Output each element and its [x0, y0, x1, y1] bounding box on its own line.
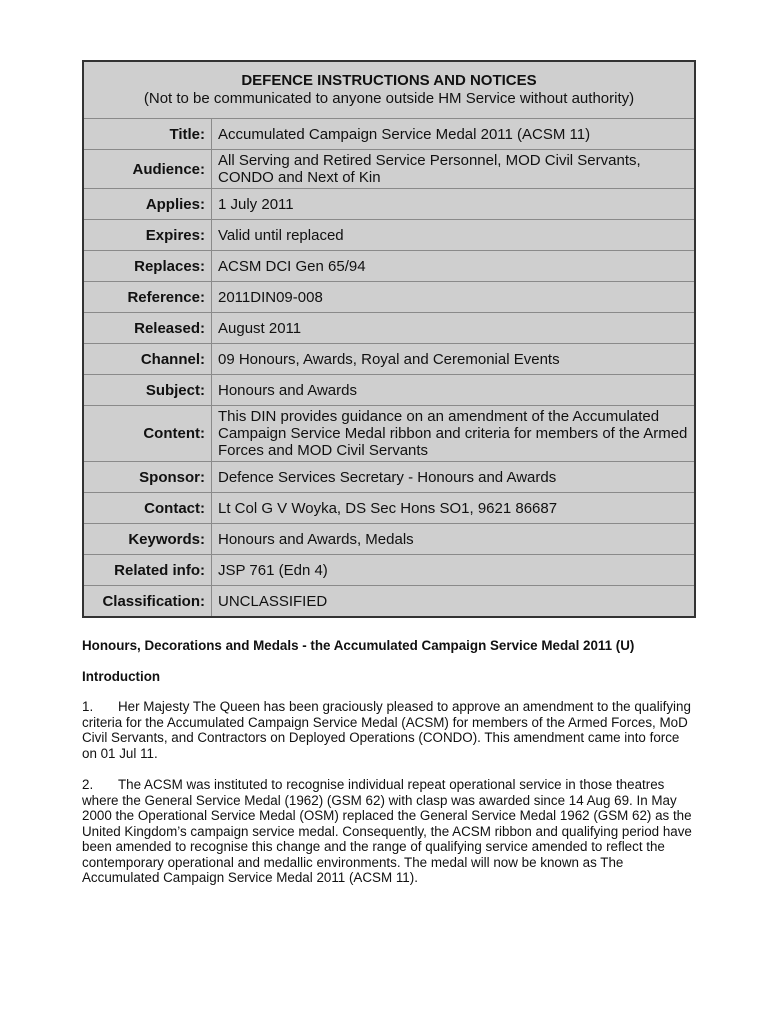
row-sponsor — [84, 462, 694, 493]
row-value: Lt Col G V Woyka, DS Sec Hons SO1, 9621 86687 — [218, 499, 558, 517]
row-value: Honours and Awards — [218, 381, 357, 399]
row-classification — [84, 586, 694, 616]
paragraph-2 — [82, 777, 694, 886]
row-value: 1 July 2011 — [218, 195, 294, 213]
row-channel — [84, 344, 694, 375]
row-audience — [84, 150, 694, 189]
row-value: August 2011 — [218, 319, 302, 337]
row-expires — [84, 220, 694, 251]
din-subtitle: (Not to be communicated to anyone outside HM Service without authority) — [143, 90, 635, 107]
row-label: Applies: — [84, 189, 212, 219]
main-heading: Honours, Decorations and Medals - the Accumulated Campaign Service Medal 2011 (U) — [82, 638, 635, 653]
paragraph-number: 2. — [82, 777, 94, 792]
row-value: 09 Honours, Awards, Royal and Ceremonial Events — [218, 350, 560, 368]
din-header-table — [82, 60, 696, 618]
document-body — [82, 638, 694, 902]
row-value: Valid until replaced — [218, 226, 344, 244]
row-value: Honours and Awards, Medals — [218, 530, 414, 548]
row-label: Subject: — [84, 375, 212, 405]
row-label: Expires: — [84, 220, 212, 250]
row-label: Contact: — [84, 493, 212, 523]
row-keywords — [84, 524, 694, 555]
paragraph-text: Her Majesty The Queen has been graciously pleased to approve an amendment to the qualifying criteria for the Accumulated Campaign Service Medal (ACSM) for members of the Armed Forces, MoD Civil Servants, and Contractors on Deployed Operations (CONDO). This amendment came into force on 01 Jul 11. — [82, 699, 691, 761]
paragraph-number: 1. — [82, 699, 94, 714]
row-content — [84, 406, 694, 462]
din-header — [84, 62, 694, 119]
row-label: Sponsor: — [84, 462, 212, 492]
row-label: Reference: — [84, 282, 212, 312]
paragraph-1 — [82, 699, 694, 761]
row-label: Related info: — [84, 555, 212, 585]
row-title — [84, 119, 694, 150]
row-related-info — [84, 555, 694, 586]
row-contact — [84, 493, 694, 524]
row-label: Keywords: — [84, 524, 212, 554]
row-label: Channel: — [84, 344, 212, 374]
paragraph-text: The ACSM was instituted to recognise individual repeat operational service in those theatres where the General Service Medal (1962) (GSM 62) with clasp was awarded since 14 Aug 69. In May 2000 the Operational Service Medal (OSM) replaced the General Service Medal 1962 (GSM 62) as the United Kingdom’s campaign service medal. Consequently, the ACSM ribbon and qualifying period have been amended to recognise this change and the range of qualifying service amended to reflect the contemporary operational and medallic environments. The medal will now be known as The Accumulated Campaign Service Medal 2011 (ACSM 11). — [82, 777, 692, 885]
row-value: UNCLASSIFIED — [218, 592, 328, 610]
row-label: Released: — [84, 313, 212, 343]
row-subject — [84, 375, 694, 406]
din-title: DEFENCE INSTRUCTIONS AND NOTICES — [241, 72, 537, 89]
row-value: Accumulated Campaign Service Medal 2011 (ACSM 11) — [218, 125, 591, 143]
row-value: All Serving and Retired Service Personnel, MOD Civil Servants, CONDO and Next of Kin — [218, 152, 641, 186]
row-value: ACSM DCI Gen 65/94 — [218, 257, 366, 275]
row-value: 2011DIN09-008 — [218, 288, 323, 306]
row-label: Replaces: — [84, 251, 212, 281]
row-reference — [84, 282, 694, 313]
row-label: Title: — [84, 119, 212, 149]
row-value: Defence Services Secretary - Honours and Awards — [218, 468, 557, 486]
row-applies — [84, 189, 694, 220]
row-label: Content: — [84, 406, 212, 461]
row-label: Classification: — [84, 586, 212, 616]
row-value: This DIN provides guidance on an amendment of the Accumulated Campaign Service Medal ribbon and criteria for members of the Armed Forces and MOD Civil Servants — [218, 408, 688, 459]
row-replaces — [84, 251, 694, 282]
row-released — [84, 313, 694, 344]
section-heading-introduction: Introduction — [82, 668, 161, 684]
row-label: Audience: — [84, 150, 212, 188]
row-value: JSP 761 (Edn 4) — [218, 561, 328, 579]
